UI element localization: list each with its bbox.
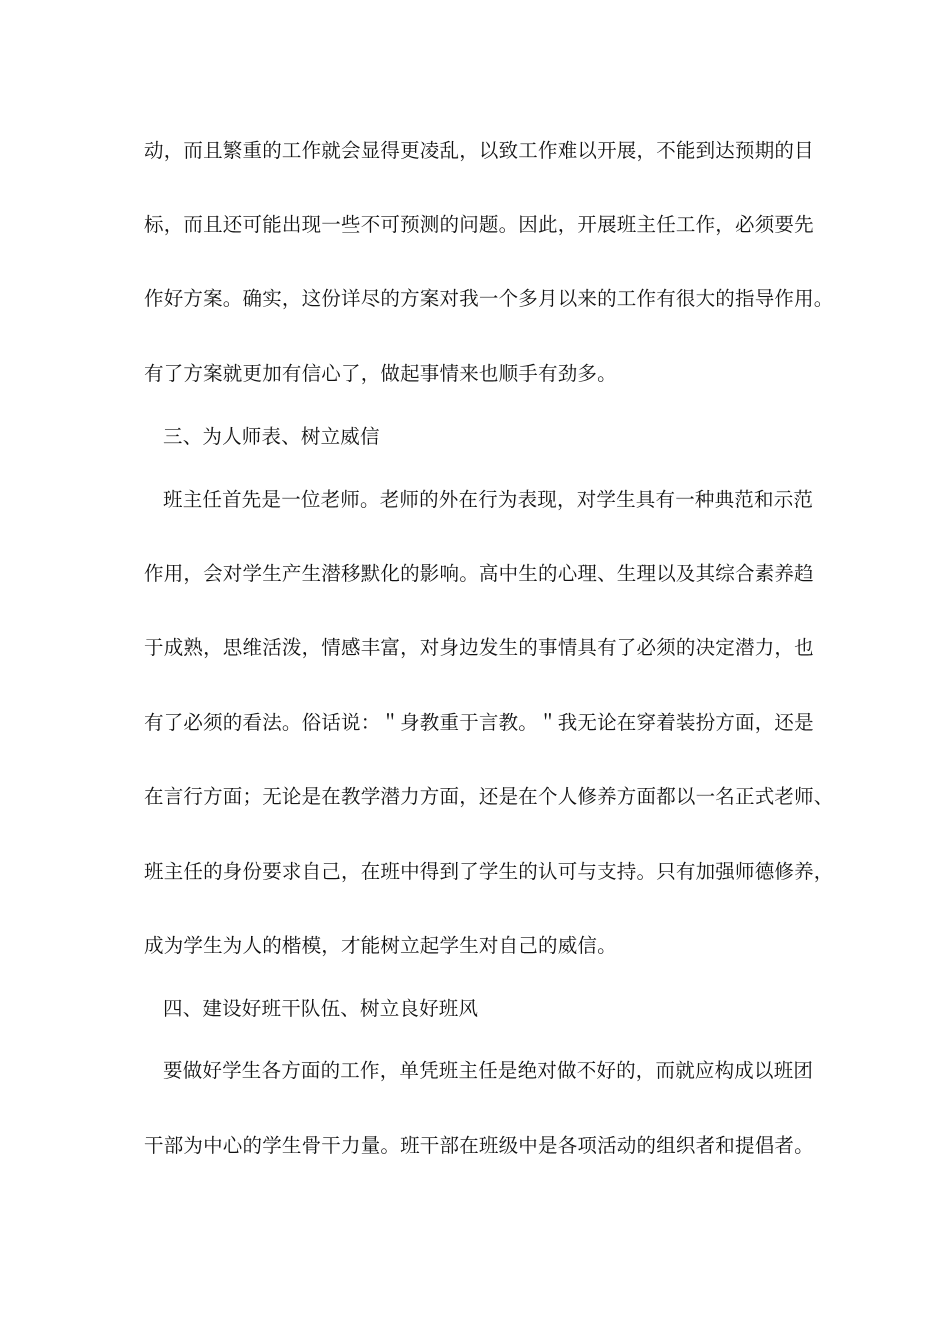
paragraph-line: 标，而且还可能出现一些不可预测的问题。因此，开展班主任工作，必须要先	[144, 213, 814, 236]
paragraph-line: 在言行方面；无论是在教学潜力方面，还是在个人修养方面都以一名正式老师、	[144, 785, 834, 808]
paragraph-line: 要做好学生各方面的工作，单凭班主任是绝对做不好的，而就应构成以班团	[163, 1059, 814, 1082]
paragraph-line: 班主任首先是一位老师。老师的外在行为表现，对学生具有一种典范和示范	[163, 488, 814, 511]
paragraph-line: 班主任的身份要求自己，在班中得到了学生的认可与支持。只有加强师德修养，	[144, 860, 834, 883]
paragraph-line: 有了方案就更加有信心了，做起事情来也顺手有劲多。	[144, 362, 617, 385]
paragraph-line: 成为学生为人的楷模，才能树立起学生对自己的威信。	[144, 934, 617, 957]
section-heading: 三、为人师表、树立威信	[163, 425, 380, 448]
paragraph-line: 干部为中心的学生骨干力量。班干部在班级中是各项活动的组织者和提倡者。	[144, 1134, 814, 1157]
paragraph-line: 作用，会对学生产生潜移默化的影响。高中生的心理、生理以及其综合素养趋	[144, 562, 814, 585]
paragraph-line: 有了必须的看法。俗话说：＂身教重于言教。＂我无论在穿着装扮方面，还是	[144, 711, 814, 734]
section-heading: 四、建设好班干队伍、树立良好班风	[163, 997, 479, 1020]
paragraph-line: 作好方案。确实，这份详尽的方案对我一个多月以来的工作有很大的指导作用。	[144, 287, 834, 310]
paragraph-line: 动，而且繁重的工作就会显得更凌乱，以致工作难以开展，不能到达预期的目	[144, 139, 814, 162]
paragraph-line: 于成熟，思维活泼，情感丰富，对身边发生的事情具有了必须的决定潜力，也	[144, 636, 814, 659]
